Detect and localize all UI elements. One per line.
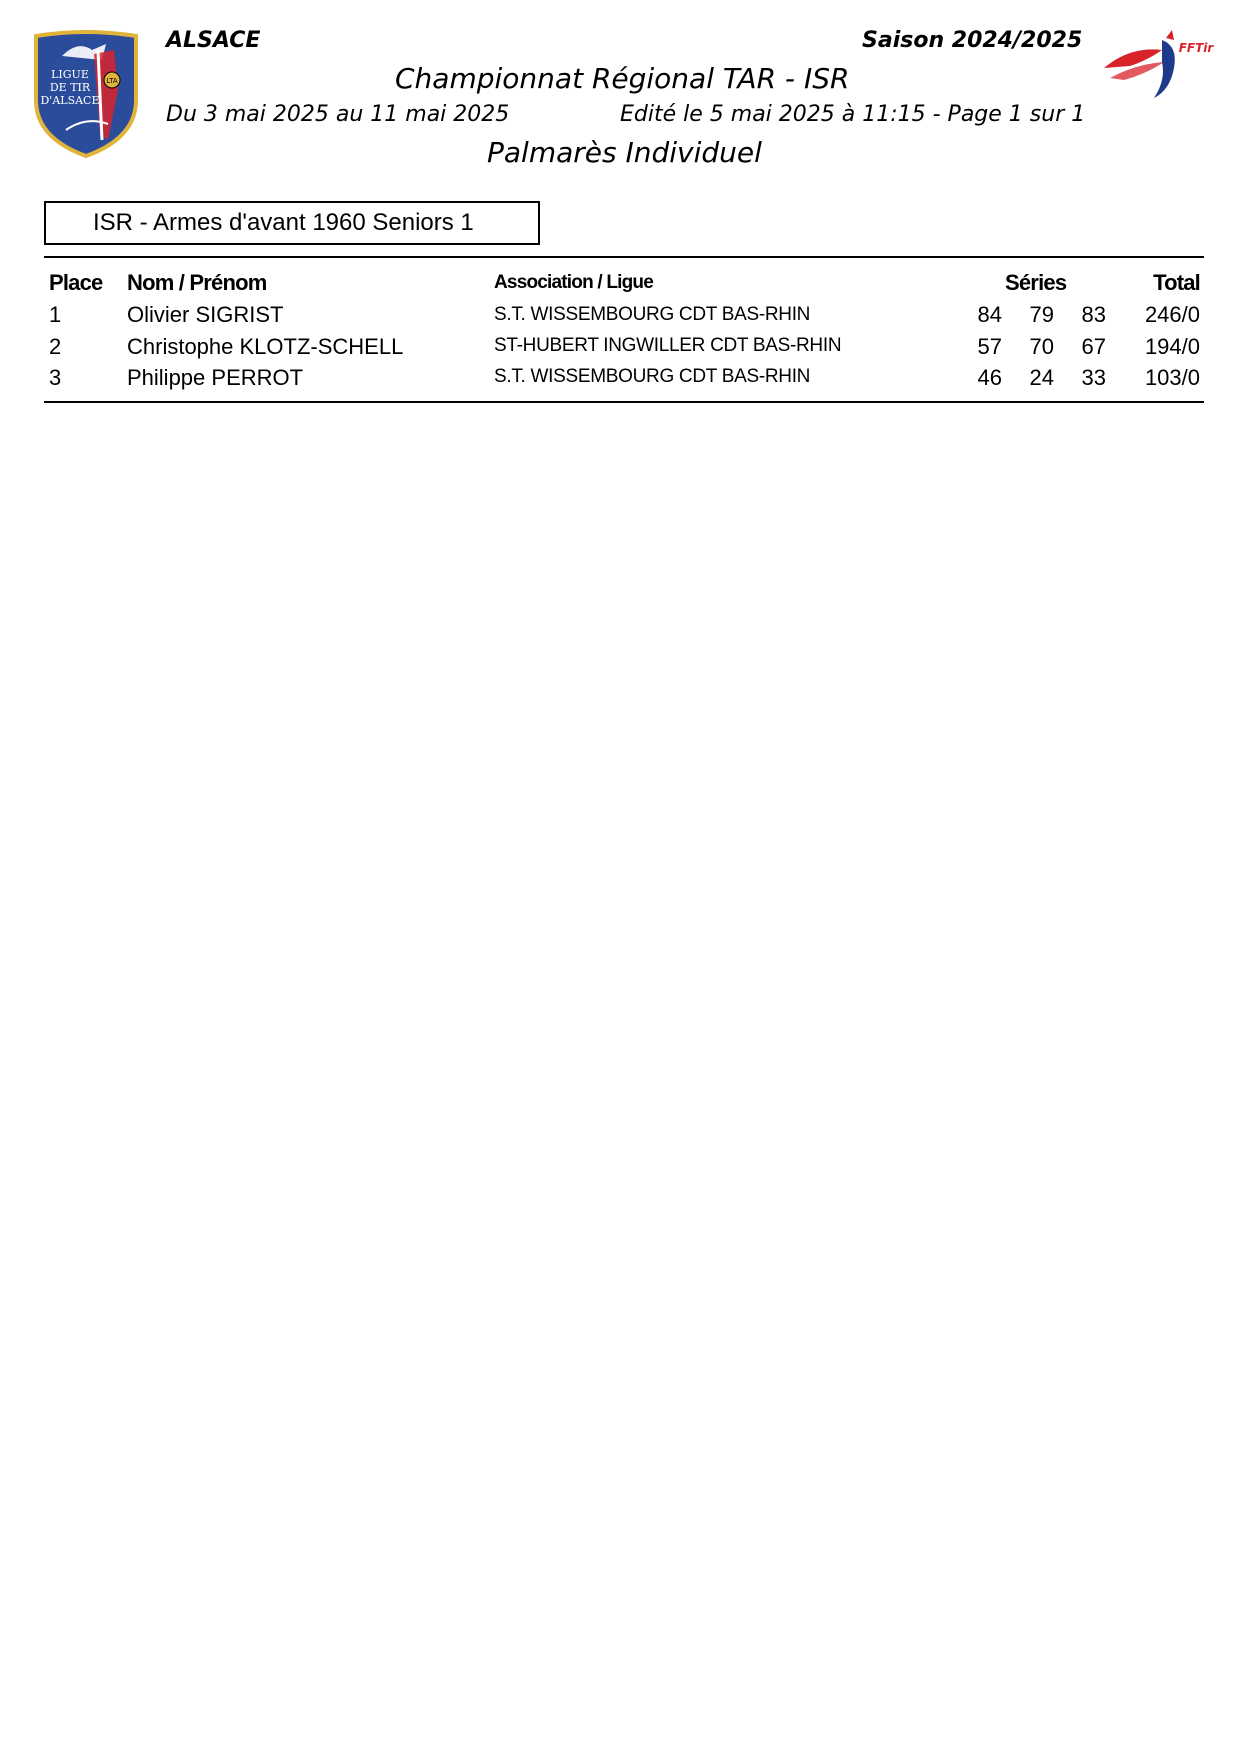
header-name: Nom / Prénom (127, 270, 267, 295)
ligue-tir-alsace-logo (32, 30, 140, 160)
row-series-2: 70 (1029, 334, 1054, 359)
logo-line-2: DE TIR (49, 81, 91, 94)
row-total: 103/0 (1144, 365, 1200, 390)
logo-line-3: D'ALSACE (40, 94, 100, 107)
table-bottom-rule (44, 401, 1204, 403)
row-series-3: 83 (1081, 302, 1106, 327)
header-association: Association / Ligue (494, 272, 653, 293)
row-place: 3 (49, 365, 62, 390)
season-label: Saison 2024/2025 (862, 28, 1083, 53)
row-total: 246/0 (1144, 302, 1200, 327)
row-series-2: 24 (1029, 365, 1054, 390)
badge-lta: LTA (106, 77, 118, 85)
header-total: Total (1153, 270, 1200, 295)
row-total: 194/0 (1144, 334, 1200, 359)
header-series: Séries (1005, 270, 1067, 295)
category-box: ISR - Armes d'avant 1960 Seniors 1 (44, 201, 540, 245)
fftir-logo (1100, 28, 1218, 102)
row-association: S.T. WISSEMBOURG CDT BAS-RHIN (494, 304, 811, 325)
edited-info: Edité le 5 mai 2025 à 11:15 - Page 1 sur 1 (620, 102, 1086, 127)
row-name: Olivier SIGRIST (127, 302, 284, 327)
championship-title: Championnat Régional TAR - ISR (395, 62, 850, 95)
header-place: Place (49, 270, 103, 295)
document-subtitle: Palmarès Individuel (487, 136, 762, 169)
row-series-1: 84 (977, 302, 1002, 327)
row-name: Philippe PERROT (127, 365, 304, 390)
row-place: 1 (49, 302, 62, 327)
row-association: S.T. WISSEMBOURG CDT BAS-RHIN (494, 366, 811, 387)
logo-line-1: LIGUE (51, 68, 89, 81)
row-series-2: 79 (1029, 302, 1054, 327)
region-label: ALSACE (166, 28, 261, 53)
row-series-3: 33 (1081, 365, 1106, 390)
row-series-3: 67 (1081, 334, 1106, 359)
date-range: Du 3 mai 2025 au 11 mai 2025 (166, 102, 510, 127)
row-association: ST-HUBERT INGWILLER CDT BAS-RHIN (494, 335, 842, 356)
row-series-1: 57 (977, 334, 1002, 359)
row-series-1: 46 (977, 365, 1002, 390)
row-place: 2 (49, 334, 62, 359)
row-name: Christophe KLOTZ-SCHELL (127, 334, 404, 359)
table-top-rule (44, 256, 1204, 258)
fftir-text: FFTir (1178, 41, 1214, 55)
